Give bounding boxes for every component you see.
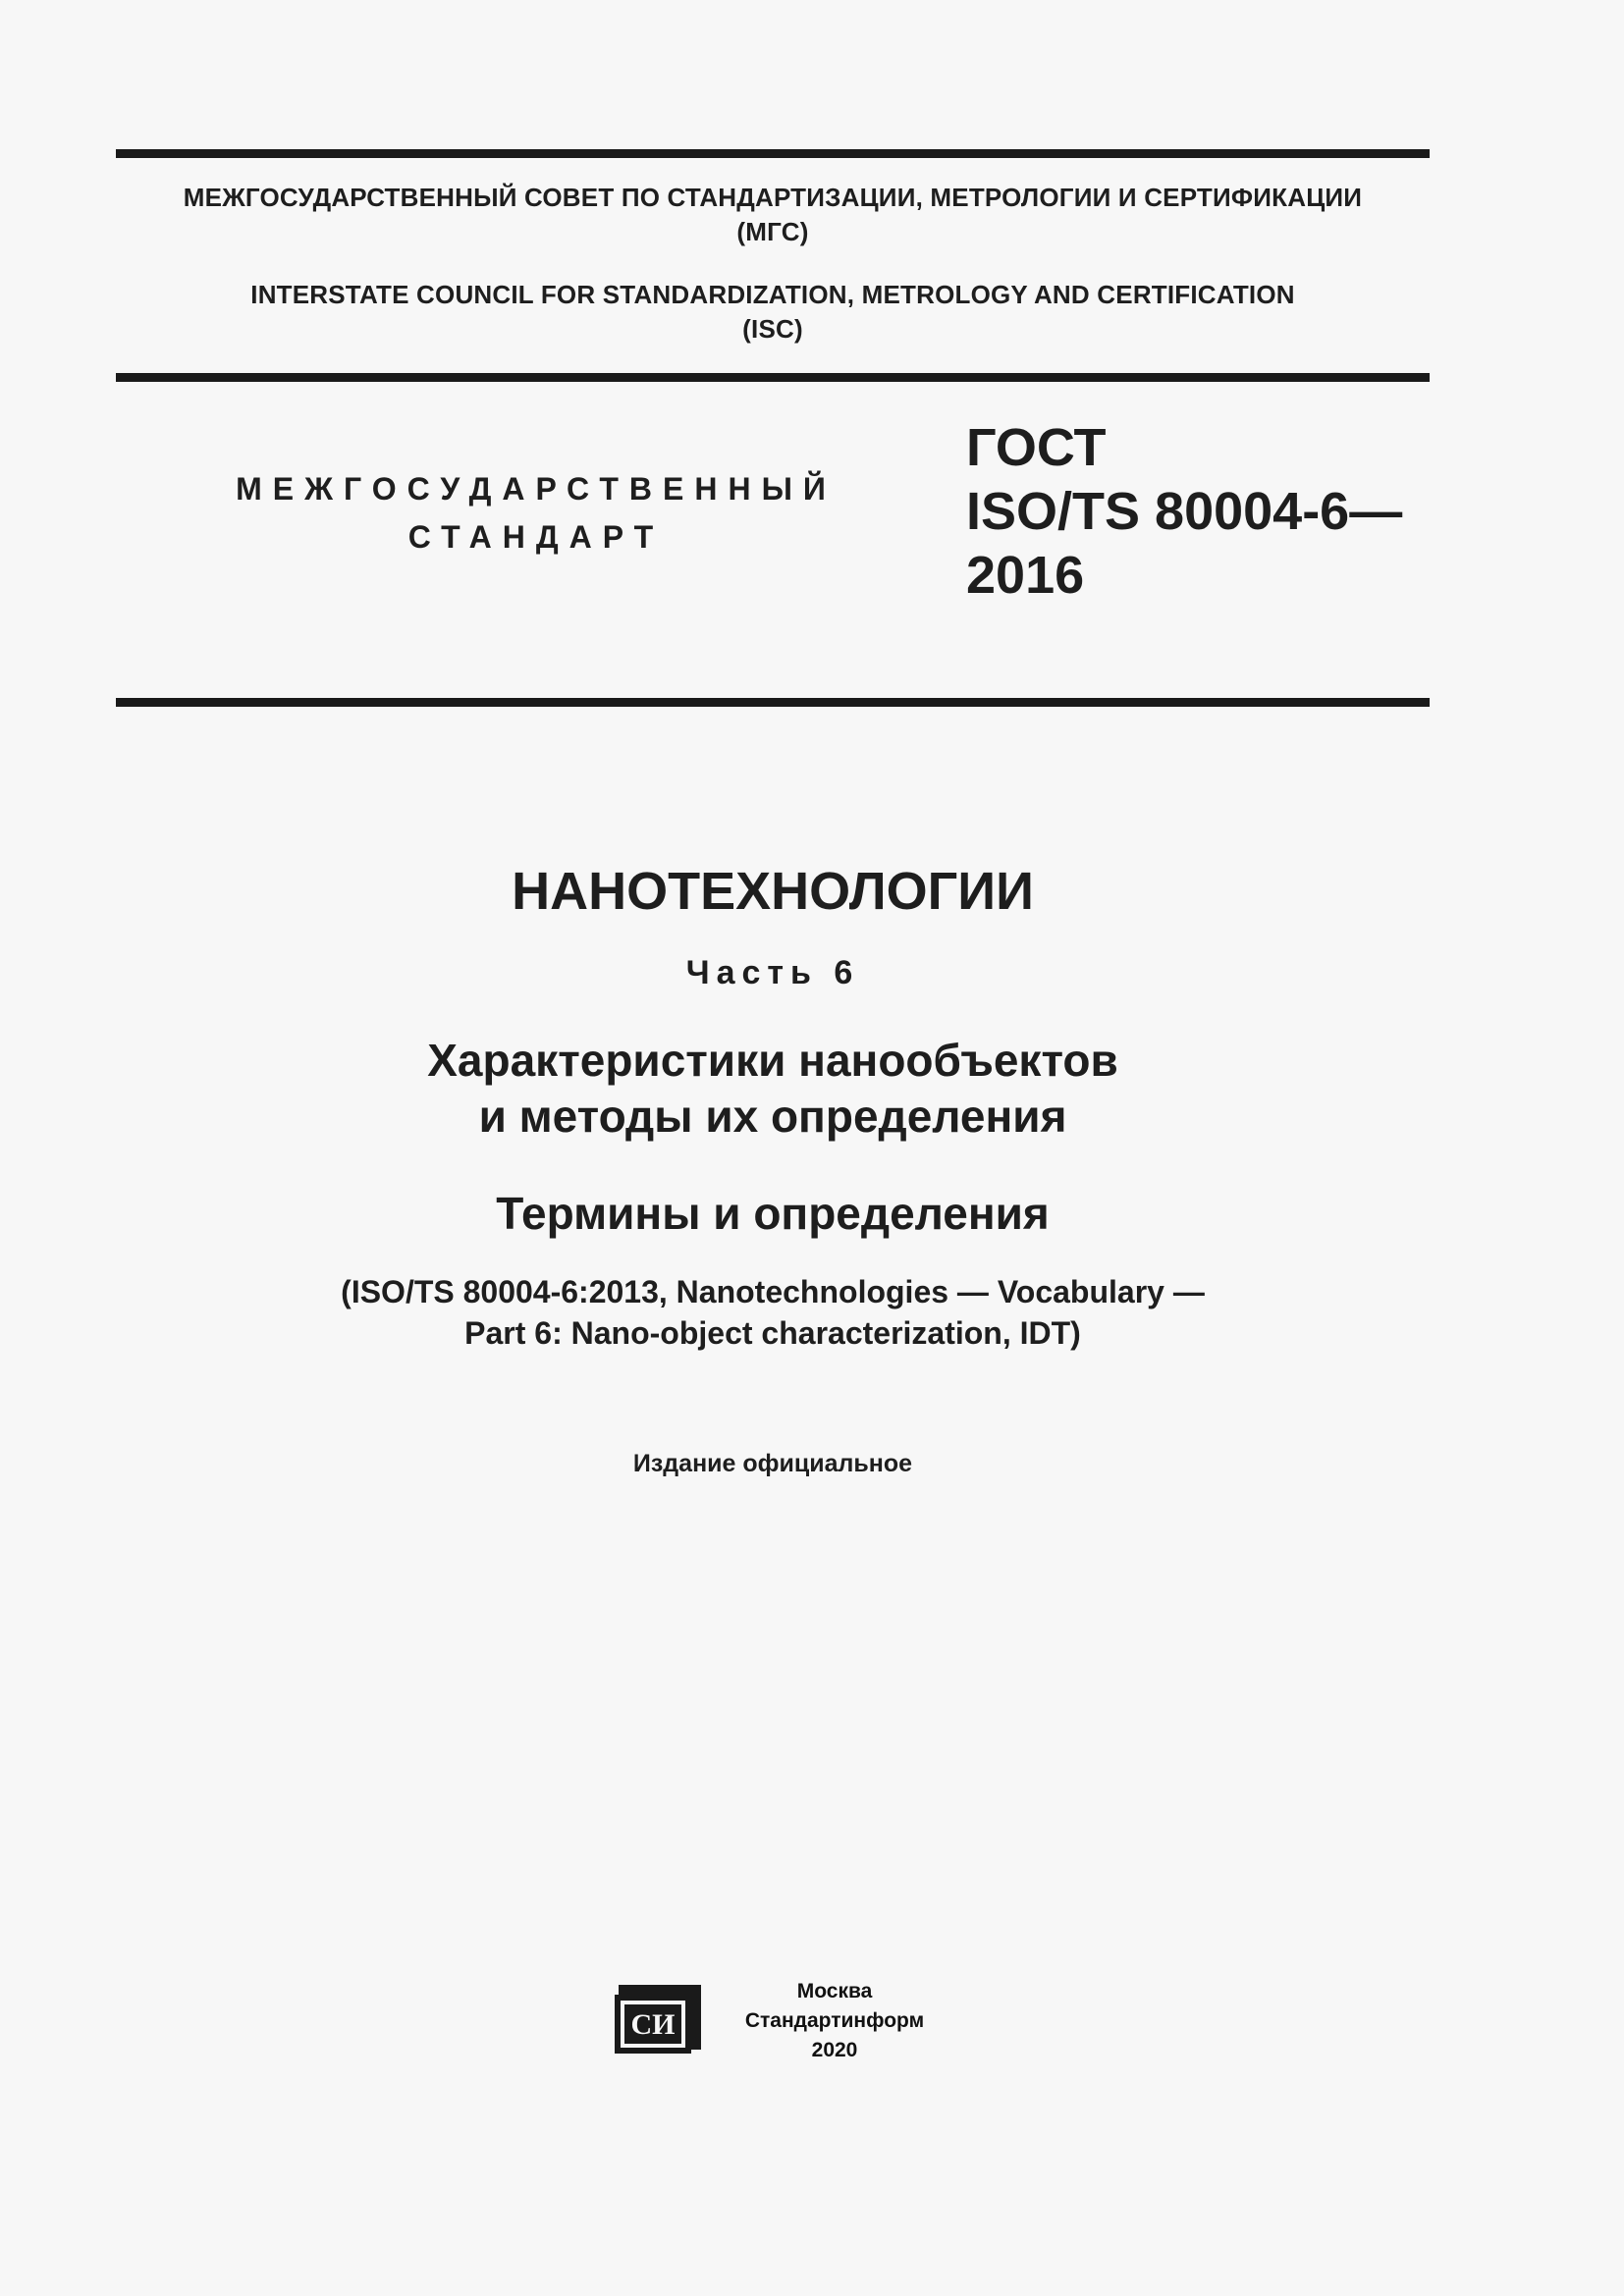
council-header <box>116 181 1430 347</box>
subtitle-line1: Характеристики нанообъектов <box>427 1035 1118 1086</box>
subtitle-line2: и методы их определения <box>478 1091 1067 1142</box>
gost-year: 2016 <box>966 546 1085 605</box>
gost-designation <box>966 416 1402 608</box>
main-title: НАНОТЕХНОЛОГИИ <box>512 862 1034 921</box>
header-rule <box>116 373 1430 382</box>
council-abbr-en: (ISC) <box>742 314 803 344</box>
iso-reference <box>116 1271 1430 1354</box>
council-name-ru: МЕЖГОСУДАРСТВЕННЫЙ СОВЕТ ПО СТАНДАРТИЗАЦИИ, МЕТРОЛОГИИ И СЕРТИФИКАЦИИ <box>183 183 1363 212</box>
publisher-year: 2020 <box>811 2039 858 2061</box>
publisher-info <box>707 1977 962 2065</box>
logo-text: СИ <box>630 2008 676 2041</box>
standard-type-line2: СТАНДАРТ <box>407 519 665 555</box>
top-rule <box>116 149 1430 158</box>
title-rule <box>116 698 1430 707</box>
gost-number: ISO/TS 80004-6— <box>966 482 1403 541</box>
council-name-en: INTERSTATE COUNCIL FOR STANDARDIZATION, METROLOGY AND CERTIFICATION <box>250 280 1295 309</box>
iso-reference-line1: (ISO/TS 80004-6:2013, Nanotechnologies — Vocabulary — <box>341 1274 1205 1309</box>
council-abbr-ru: (МГС) <box>736 217 809 246</box>
standard-type-line1: МЕЖГОСУДАРСТВЕННЫЙ <box>236 471 837 507</box>
part-number: Часть 6 <box>685 954 860 991</box>
gost-label: ГОСТ <box>966 418 1107 477</box>
standartinform-logo-icon <box>611 1981 705 2057</box>
iso-reference-line2: Part 6: Nano-object characterization, IDT) <box>464 1315 1081 1351</box>
publisher-name: Стандартинформ <box>744 2009 925 2032</box>
publisher-city: Москва <box>796 1980 873 2002</box>
subtitle <box>116 1033 1430 1145</box>
official-edition: Издание официальное <box>632 1450 913 1477</box>
terms-heading: Термины и определения <box>496 1188 1050 1239</box>
